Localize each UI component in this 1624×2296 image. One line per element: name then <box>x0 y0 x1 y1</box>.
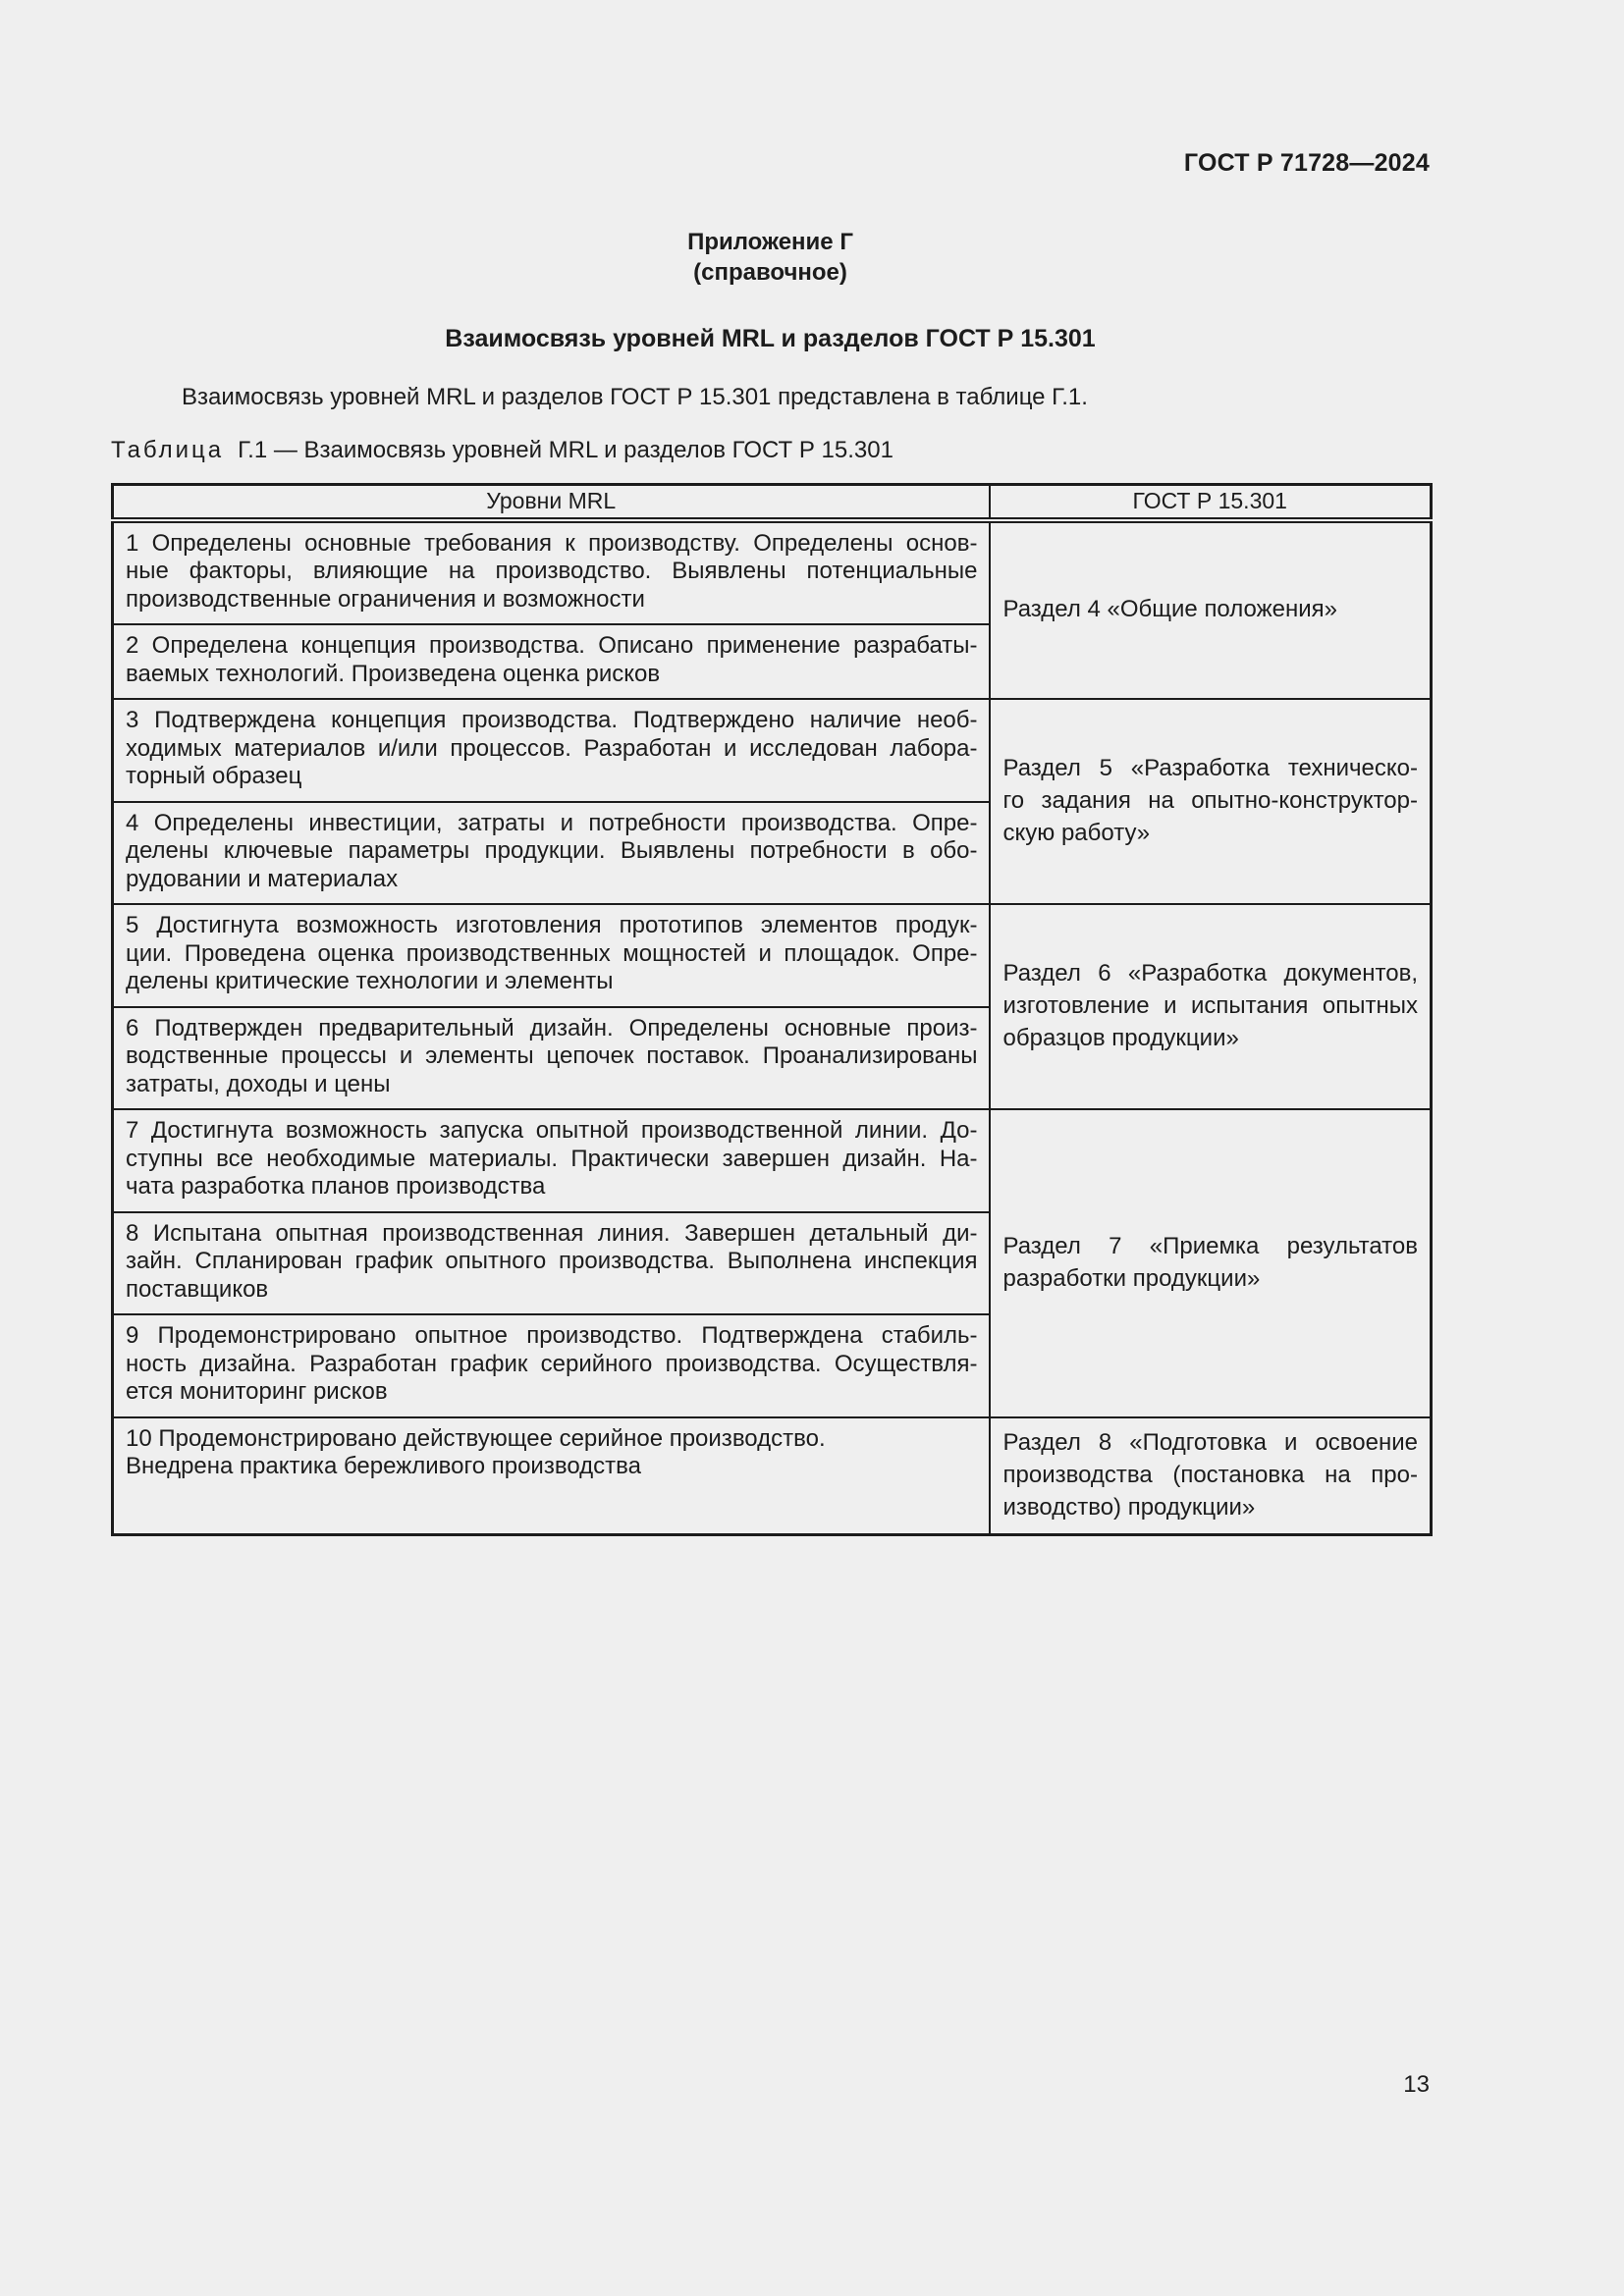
text-line: делены ключевые параметры продукции. Выявлены потребности в обо- <box>126 837 978 864</box>
column-header-gost-15301: ГОСТ Р 15.301 <box>990 485 1432 520</box>
gost-section-cell <box>990 1417 1432 1535</box>
text-line: 3 Подтверждена концепция производства. Подтверждено наличие необ- <box>126 707 978 733</box>
text-line: чата разработка планов производства <box>126 1173 546 1200</box>
text-line: Раздел 7 «Приемка результатов <box>1002 1232 1418 1259</box>
text-line: Раздел 5 «Разработка техническо- <box>1002 755 1418 781</box>
text-line: 2 Определена концепция производства. Описано применение разрабаты- <box>126 632 978 659</box>
text-line: затраты, доходы и цены <box>126 1070 391 1097</box>
text-line: ции. Проведена оценка производственных мощностей и площадок. Опре- <box>126 939 978 967</box>
table-caption-text: Г.1 — Взаимосвязь уровней MRL и разделов ГОСТ Р 15.301 <box>238 437 893 463</box>
gost-section-cell <box>990 699 1432 904</box>
text-line: изводство) продукции» <box>1002 1493 1256 1521</box>
mrl-level-cell <box>113 1314 990 1417</box>
mrl-level-cell <box>113 520 990 625</box>
table-caption <box>111 436 1430 465</box>
mrl-level-cell <box>113 904 990 1007</box>
text-line: 9 Продемонстрировано опытное производство. Подтверждена стабиль- <box>126 1322 978 1349</box>
text-line: скую работу» <box>1002 820 1151 846</box>
text-line: 1 Определены основные требования к производству. Определены основ- <box>126 529 978 557</box>
text-line: Внедрена практика бережливого производства <box>126 1453 641 1479</box>
text-line: делены критические технологии и элементы <box>126 968 614 994</box>
text-line: ность дизайна. Разработан график серийного производства. Осуществля- <box>126 1350 978 1377</box>
mrl-level-cell <box>113 699 990 802</box>
text-line: Раздел 6 «Разработка документов, <box>1002 960 1418 987</box>
appendix-heading <box>111 227 1430 288</box>
gost-section-cell <box>990 904 1432 1109</box>
text-line: Раздел 4 «Общие положения» <box>1002 596 1338 623</box>
gost-section-cell <box>990 1109 1432 1417</box>
text-line: ется мониторинг рисков <box>126 1378 388 1405</box>
text-line: 10 Продемонстрировано действующее серийное производство. <box>126 1424 826 1452</box>
table-row <box>113 904 1432 1007</box>
text-line: образцов продукции» <box>1002 1025 1239 1051</box>
text-line: ходимых материалов и/или процессов. Разработан и исследован лабора- <box>126 734 978 762</box>
table-row <box>113 1417 1432 1535</box>
column-header-mrl-levels: Уровни MRL <box>113 485 990 520</box>
appendix-type: (справочное) <box>693 259 847 286</box>
text-line: зайн. Спланирован график опытного производства. Выполнена инспекция <box>126 1248 978 1274</box>
table-row <box>113 1109 1432 1212</box>
text-line: торный образец <box>126 763 302 789</box>
text-line: го задания на опытно-конструктор- <box>1002 787 1418 814</box>
page-content <box>111 0 1430 2296</box>
text-line: 6 Подтвержден предварительный дизайн. Определены основные произ- <box>126 1014 978 1041</box>
text-line: изготовление и испытания опытных <box>1002 992 1418 1019</box>
table-row <box>113 699 1432 802</box>
text-line: 7 Достигнута возможность запуска опытной производственной линии. До- <box>126 1117 978 1144</box>
mrl-level-cell <box>113 624 990 699</box>
mrl-level-cell <box>113 802 990 905</box>
text-line: Раздел 8 «Подготовка и освоение <box>1002 1428 1418 1456</box>
appendix-label: Приложение Г <box>687 229 853 255</box>
page-number: 13 <box>1403 2071 1430 2098</box>
mrl-level-cell <box>113 1109 990 1212</box>
table-row <box>113 520 1432 625</box>
text-line: водственные процессы и элементы цепочек поставок. Проанализированы <box>126 1042 978 1069</box>
mrl-gost-table <box>111 483 1433 1536</box>
text-line: ступны все необходимые материалы. Практически завершен дизайн. На- <box>126 1145 978 1172</box>
table-caption-label: Таблица <box>111 437 225 463</box>
intro-paragraph: Взаимосвязь уровней MRL и разделов ГОСТ Р 15.301 представлена в таблице Г.1. <box>182 384 1088 410</box>
text-line: рудовании и материалах <box>126 865 399 892</box>
text-line: производственные ограничения и возможности <box>126 585 645 613</box>
page-title: Взаимосвязь уровней MRL и разделов ГОСТ Р 15.301 <box>445 325 1096 352</box>
mrl-level-cell <box>113 1417 990 1535</box>
text-line: разработки продукции» <box>1002 1264 1261 1292</box>
text-line: 4 Определены инвестиции, затраты и потребности производства. Опре- <box>126 809 978 836</box>
mrl-level-cell <box>113 1212 990 1315</box>
gost-section-cell <box>990 520 1432 700</box>
text-line: производства (постановка на про- <box>1002 1461 1418 1488</box>
text-line: 5 Достигнута возможность изготовления прототипов элементов продук- <box>126 912 978 938</box>
text-line: ные факторы, влияющие на производство. Выявлены потенциальные <box>126 558 978 584</box>
text-line: 8 Испытана опытная производственная линия. Завершен детальный ди- <box>126 1219 978 1247</box>
text-line: поставщиков <box>126 1275 269 1303</box>
mrl-level-cell <box>113 1007 990 1110</box>
text-line: ваемых технологий. Произведена оценка рисков <box>126 660 661 687</box>
table-header-row <box>113 485 1432 520</box>
document-code: ГОСТ Р 71728—2024 <box>1183 149 1430 177</box>
table-body <box>113 520 1432 1535</box>
